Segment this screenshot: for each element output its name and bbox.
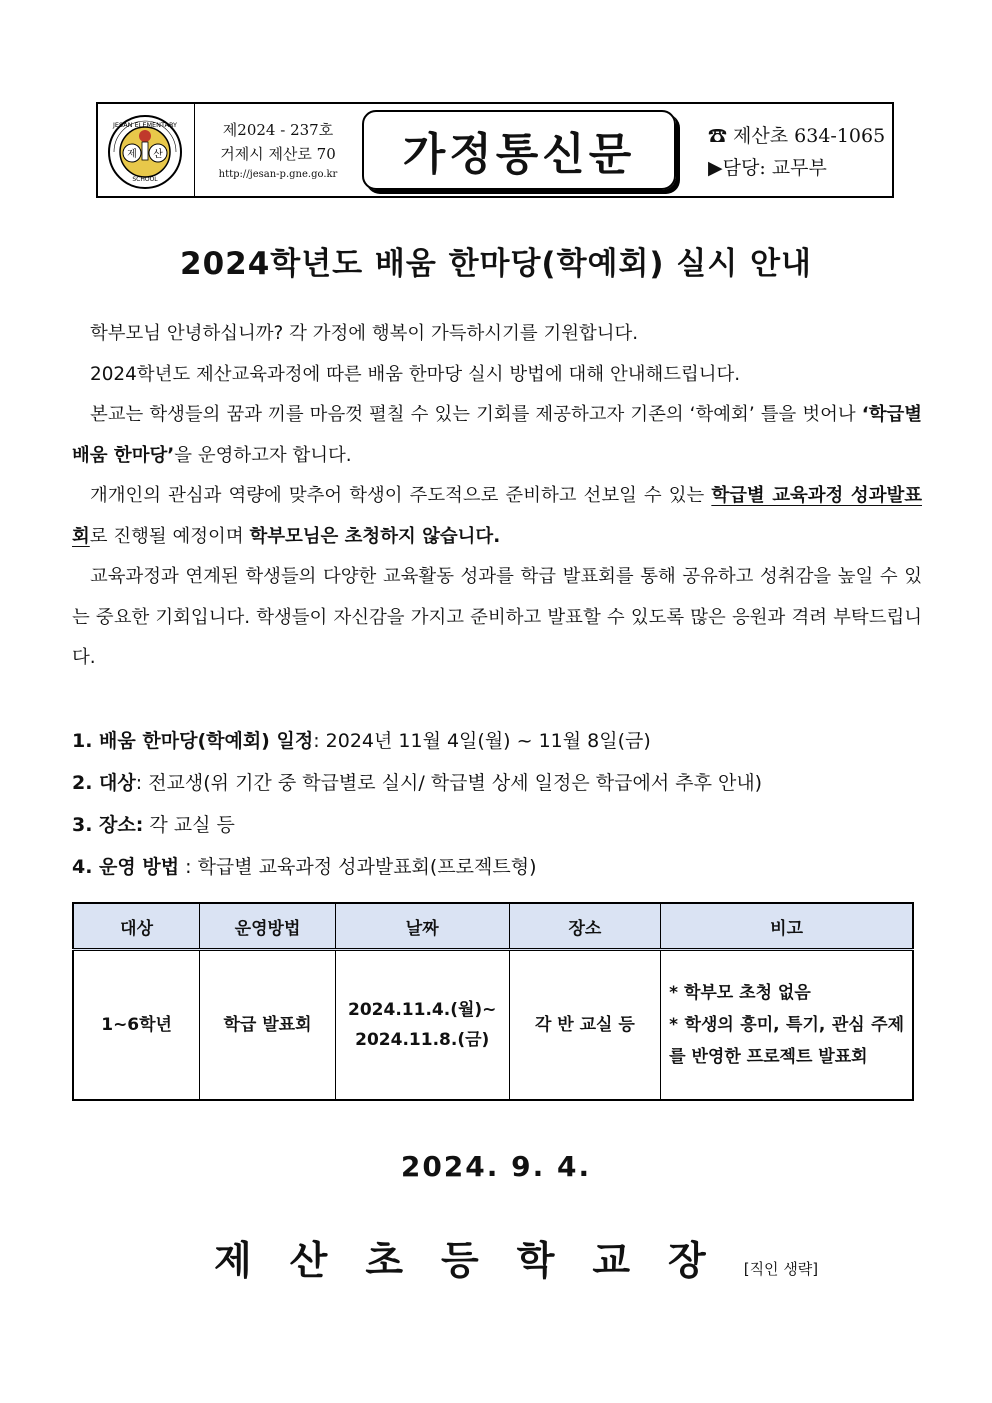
header-target: 대상 (73, 903, 200, 950)
note-project: * 학생의 흥미, 특기, 관심 주제를 반영한 프로젝트 발표회 (669, 1015, 904, 1067)
cell-date (335, 950, 509, 1101)
cell-note (661, 950, 913, 1101)
paragraph-purpose-end: 을 운영하고자 합니다. (174, 444, 352, 466)
detail-value: : 2024년 11월 4일(월) ~ 11월 8일(금) (313, 730, 651, 752)
detail-schedule (72, 720, 932, 762)
event-details (72, 720, 932, 888)
header-note: 비고 (661, 903, 913, 950)
issue-info (198, 118, 358, 184)
paragraph-purpose-text: 본교는 학생들의 꿈과 끼를 마음껏 펼칠 수 있는 기회를 제공하고자 기존의 ‘학예회’ 틀을 벗어나 (90, 404, 862, 425)
detail-value: : 전교생(위 기간 중 학급별로 실시/ 학급별 상세 일정은 학급에서 추후 안내) (135, 772, 763, 794)
paragraph-format-emphasis: 학급별 교육과정 성과발표회 (72, 485, 922, 547)
seal-omitted: [직인 생략] (743, 1260, 819, 1278)
school-logo-cell (98, 104, 195, 196)
table-header-row (73, 903, 913, 950)
issue-date: 2024. 9. 4. (400, 1150, 592, 1183)
issue-number: 제2024 - 237호 (222, 121, 334, 139)
detail-value: 각 교실 등 (143, 814, 235, 836)
paragraph-purpose (72, 395, 922, 476)
contact-info (708, 120, 888, 184)
schedule-table (72, 902, 914, 1101)
newsletter-header (96, 102, 894, 198)
detail-label: 2. 대상 (72, 772, 136, 794)
paragraph-greeting: 학부모님 안녕하십니까? 각 가정에 행복이 가득하시기를 기원합니다. (90, 323, 639, 344)
header-method: 운영방법 (200, 903, 336, 950)
document-title: 2024학년도 배움 한마당(학예회) 실시 안내 (180, 246, 812, 282)
detail-label: 3. 장소: (72, 814, 144, 836)
detail-label: 1. 배움 한마당(학예회) 일정 (72, 730, 314, 752)
principal-title: 제산초등학교장 (214, 1239, 744, 1284)
header-place: 장소 (509, 903, 661, 950)
svg-text:SCHOOL: SCHOOL (132, 176, 158, 183)
paragraph-format-text: 개개인의 관심과 역량에 맞추어 학생이 주도적으로 준비하고 선보일 수 있는 (90, 485, 712, 506)
cell-target: 1~6학년 (73, 950, 200, 1101)
logo-ring-text: JESAN ELEMENTARY (112, 121, 178, 129)
masthead (362, 110, 676, 190)
paragraph-purpose-emphasis: ‘학급별 배움 한마당’ (72, 404, 922, 466)
cell-method: 학급 발표회 (200, 950, 336, 1101)
paragraph-closing: 교육과정과 연계된 학생들의 다양한 교육활동 성과를 학급 발표회를 통해 공유하고 성취감을 높일 수 있는 중요한 기회입니다. 학생들이 자신감을 가지고 준비하고 발표할 수 있도록 많은 응원과 격려 부탁드립니다. (72, 566, 922, 668)
table-row (73, 950, 913, 1101)
school-logo (106, 114, 184, 190)
cell-date-start: 2024.11.4.(월)~ (348, 1000, 497, 1020)
detail-label: 4. 운영 방법 (72, 856, 180, 878)
masthead-title: 가정통신문 (402, 129, 636, 180)
detail-value: : 학급별 교육과정 성과발표회(프로젝트형) (179, 856, 537, 878)
phone-number: ☎ 제산초 634-1065 (708, 125, 886, 147)
cell-date-end: 2024.11.8.(금) (355, 1030, 490, 1050)
paragraph-format (72, 476, 922, 557)
paragraph-format-notice: 학부모님은 초청하지 않습니다. (249, 525, 501, 547)
school-url[interactable]: http://jesan-p.gne.go.kr (218, 169, 338, 180)
detail-method (72, 846, 932, 888)
school-address: 거제시 제산로 70 (220, 145, 336, 163)
paragraph-intro: 2024학년도 제산교육과정에 따른 배움 한마당 실시 방법에 대해 안내해드립니다. (90, 363, 741, 385)
cell-place: 각 반 교실 등 (509, 950, 661, 1101)
contact-department: ▶담당: 교무부 (708, 157, 827, 179)
svg-text:제: 제 (127, 149, 137, 160)
letter-body (72, 314, 922, 679)
note-no-parents: * 학부모 초청 없음 (669, 983, 811, 1003)
detail-target (72, 762, 932, 804)
signature (214, 1230, 818, 1286)
paragraph-format-middle: 로 진행될 예정이며 (89, 525, 250, 547)
svg-text:산: 산 (153, 149, 163, 160)
header-date: 날짜 (335, 903, 509, 950)
detail-place (72, 804, 932, 846)
